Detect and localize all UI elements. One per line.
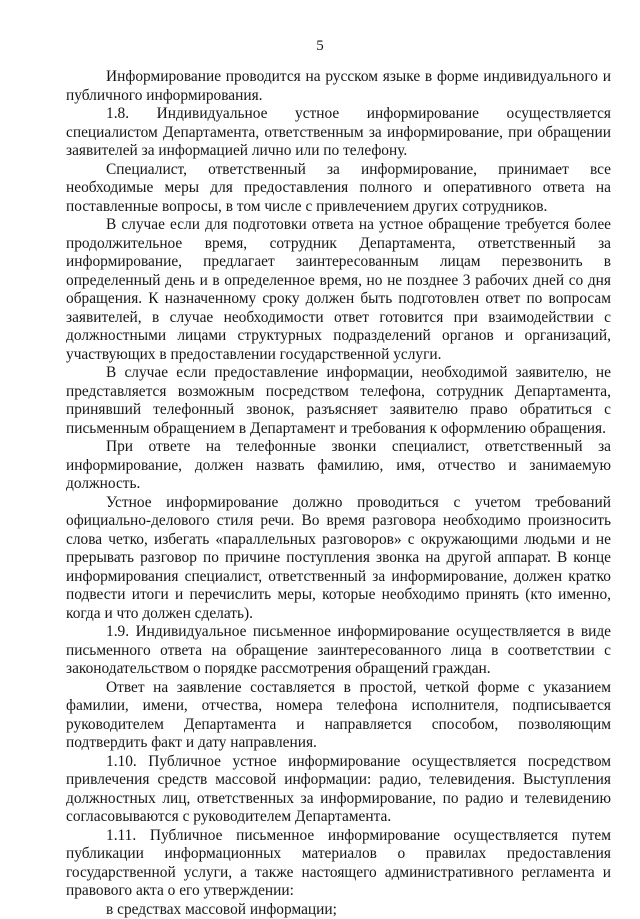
paragraph: В случае если для подготовки ответа на устное обращение требуется более продолжительное время, сотрудник Департамента, ответственный за информирование, предлагает заинтересованным лицам перезвонить в определенный день и в определенное время, но не позднее 3 рабочих дней со дня обращения. К назначенному сроку должен быть подготовлен ответ по вопросам заявителей, в случае необходимости ответ готовится при взаимодействии с должностными лицами структурных подразделений органов и организаций, участвующих в предоставлении государственной услуги. (66, 216, 611, 364)
paragraph: 1.9. Индивидуальное письменное информирование осуществляется в виде письменного ответа на обращение заинтересованного лица в соответствии с законодательством о порядке рассмотрения обращений граждан. (66, 623, 611, 679)
document-body (66, 68, 611, 919)
paragraph: 1.11. Публичное письменное информирование осуществляется путем публикации информационных материалов о правилах предоставления государственной услуги, а также настоящего административного регламента и правового акта о его утверждении: (66, 827, 611, 901)
paragraph: В случае если предоставление информации, необходимой заявителю, не представляется возможным посредством телефона, сотрудник Департамента, принявший телефонный звонок, разъясняет заявителю право обратиться с письменным обращением в Департамент и требования к оформлению обращения. (66, 364, 611, 438)
paragraph: Устное информирование должно проводиться с учетом требований официально-делового стиля речи. Во время разговора необходимо произносить слова четко, избегать «параллельных разговоров» с окружающими людьми и не прерывать разговор по причине поступления звонка на другой аппарат. В конце информирования специалист, ответственный за информирование, должен кратко подвести итоги и перечислить меры, которые необходимо принять (кто именно, когда и что должен сделать). (66, 494, 611, 624)
paragraph: 1.8. Индивидуальное устное информирование осуществляется специалистом Департамента, ответственным за информирование, при обращении заявителей за информацией лично или по телефону. (66, 105, 611, 161)
paragraph: в средствах массовой информации; (66, 901, 611, 919)
paragraph: Ответ на заявление составляется в простой, четкой форме с указанием фамилии, имени, отчества, номера телефона исполнителя, подписывается руководителем Департамента и направляется способом, позволяющим подтвердить факт и дату направления. (66, 679, 611, 753)
paragraph: При ответе на телефонные звонки специалист, ответственный за информирование, должен назвать фамилию, имя, отчество и занимаемую должность. (66, 438, 611, 494)
paragraph: Специалист, ответственный за информирование, принимает все необходимые меры для предоставления полного и оперативного ответа на поставленные вопросы, в том числе с привлечением других сотрудников. (66, 161, 611, 217)
paragraph: 1.10. Публичное устное информирование осуществляется посредством привлечения средств массовой информации: радио, телевидения. Выступления должностных лиц, ответственных за информирование, по радио и телевидению согласовываются с руководителем Департамента. (66, 753, 611, 827)
paragraph: Информирование проводится на русском языке в форме индивидуального и публичного информирования. (66, 68, 611, 105)
page-number: 5 (0, 38, 640, 55)
